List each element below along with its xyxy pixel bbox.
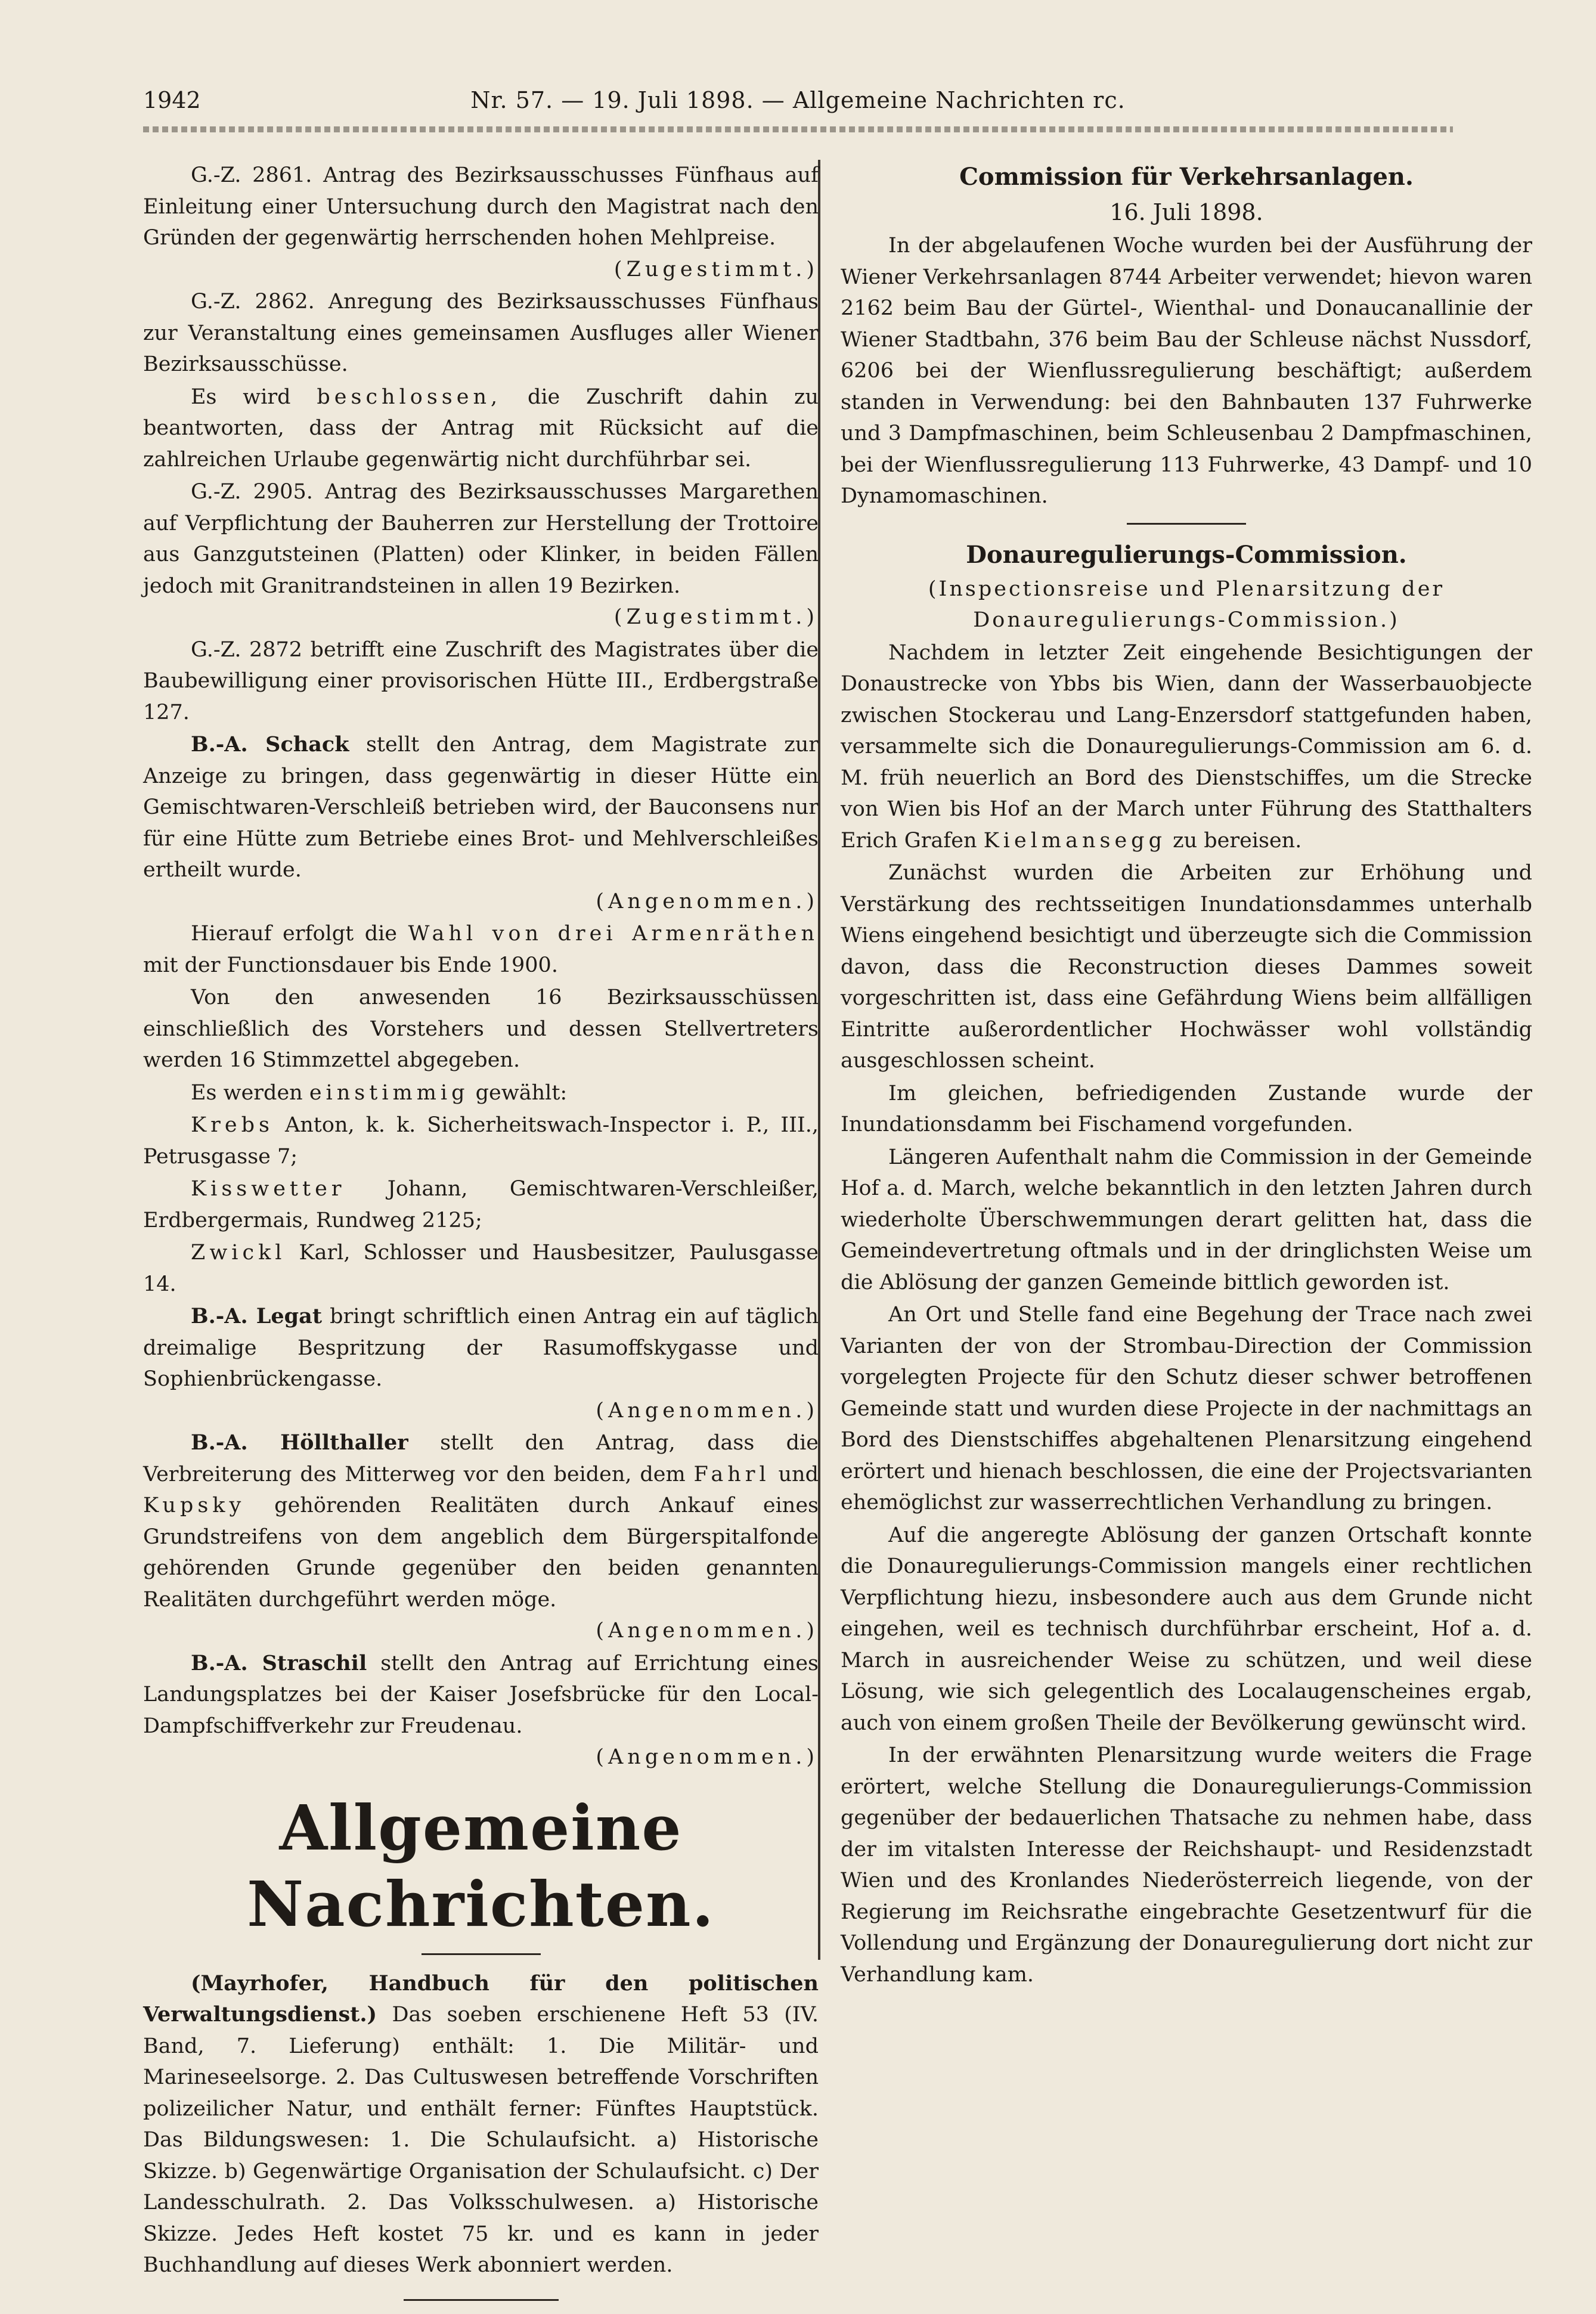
minutes-item: B.-A. Schack stellt den Antrag, dem Magistrate zur Anzeige zu bringen, dass gegenwärtig in dieser Hütte ein Gemischtwaren-Verschleiß betrieben wird, der Bauconsens nur für eine Hütte zum Betriebe eines Brot- und Mehlverschleißes ertheilt wurde. (Angenommen.) (143, 732, 819, 913)
page-header (143, 82, 1453, 118)
minutes-item: Es wird beschlossen, die Zuschrift dahin zu beantworten, dass der Antrag mit Rücksicht auf die zahlreichen Urlaube gegenwärtig nicht durchführbar sei. (143, 385, 819, 472)
section-rule (1127, 523, 1246, 525)
minutes-item: G.-Z. 2861. Antrag des Bezirksausschusses Fünfhaus auf Einleitung einer Untersuchung durch den Magistrat nach den Gründen der gegenwärtig herrschenden hohen Mehlpreise. (Zugestimmt.) (143, 163, 819, 281)
notice-paragraph: (Mayrhofer, Handbuch für den politischen Verwaltungsdienst.) Das soeben erschienene Heft 53 (IV. Band, 7. Lieferung) enthält: 1. Die Militär- und Marineseelsorge. 2. Das Cultuswesen betreffende Vorschriften polizeilicher Natur, und enthält ferner: Fünftes Hauptstück. Das Bildungswesen: 1. Die Schulaufsicht. a) Historische Skizze. b) Gegenwärtige Organisation der Schulaufsicht. c) Der Landesschulrath. 2. Das Volksschulwesen. a) Historische Skizze. Jedes Heft kostet 75 kr. und es kann in jeder Buchhandlung auf dieses Werk abonniert werden. (143, 1971, 819, 2277)
minutes-item: Hierauf erfolgt die Wahl von drei Armenräthen mit der Functionsdauer bis Ende 1900. (143, 922, 819, 977)
report-paragraph: In der abgelaufenen Woche wurden bei der Ausführung der Wiener Verkehrsanlagen 8744 Arbeiter verwendet; hievon waren 2162 beim Bau der Gürtel-, Wienthal- und Donaucanallinie der Wiener Stadtbahn, 376 beim Bau der Schleuse nächst Nussdorf, 6206 bei der Wienflussregulierung beschäftigt; außerdem standen in Verwendung: bei den Bahnbauten 137 Fuhrwerke und 3 Dampfmaschinen, beim Schleusenbau 2 Dampfmaschinen, bei der Wienflussregulierung 113 Fuhrwerke, 43 Dampf- und 10 Dynamomaschinen. (841, 234, 1532, 508)
report-paragraph: Längeren Aufenthalt nahm die Commission in der Gemeinde Hof a. d. March, welche bekanntlich in den letzten Jahren durch wiederholte Überschwemmungen derart gelitten hat, dass die Gemeindevertretung oftmals und in der dringlichsten Weise um die Ablösung der ganzen Gemeinde bittlich geworden ist. (841, 1145, 1532, 1294)
minutes-item: B.-A. Legat bringt schriftlich einen Antrag ein auf täglich dreimalige Bespritzung der Rasumoffskygasse und Sophienbrückengasse. (Angenommen.) (143, 1304, 819, 1423)
commission-heading: Commission für Verkehrsanlagen. (959, 163, 1414, 191)
report-paragraph: Auf die angeregte Ablösung der ganzen Ortschaft konnte die Donauregulierungs-Commission mangels einer rechtlichen Verpflichtung hiezu, insbesondere auch aus dem Grunde nicht eingehen, weil es technisch durchführbar erscheint, Hof a. d. March in ausreichender Weise zu schützen, und weil diese Lösung, wie sich gelegentlich des Localaugenscheines ergab, auch von einem großen Theile der Bevölkerung gewünscht wird. (841, 1523, 1532, 1735)
elected-entry: Kisswetter Johann, Gemischtwaren-Verschleißer, Erdbergermais, Rundweg 2125; (143, 1177, 819, 1232)
header-rule (143, 126, 1453, 132)
minutes-item: G.-Z. 2862. Anregung des Bezirksausschusses Fünfhaus zur Veranstaltung eines gemeinsamen Ausfluges aller Wiener Bezirksausschüsse. (143, 290, 819, 376)
section-title: Allgemeine Nachrichten. (247, 1791, 715, 1941)
running-title: Nr. 57. — 19. Juli 1898. — Allgemeine Nachrichten rc. (470, 87, 1126, 113)
elected-entry: Zwickl Karl, Schlosser und Hausbesitzer, Paulusgasse 14. (143, 1241, 819, 1296)
minutes-item: G.-Z. 2872 betrifft eine Zuschrift des Magistrates über die Baubewilligung einer provisorischen Hütte III., Erdbergstraße 127. (143, 637, 819, 724)
minutes-item: Es werden einstimmig gewählt: (191, 1080, 568, 1105)
minutes-item: Von den anwesenden 16 Bezirksausschüssen einschließlich des Vorstehers und dessen Stellvertreters werden 16 Stimmzettel abgegeben. (143, 986, 819, 1072)
right-column (841, 160, 1532, 1991)
report-paragraph: Nachdem in letzter Zeit eingehende Besichtigungen der Donaustrecke von Ybbs bis Wien, dann der Wasserbauobjecte zwischen Stockerau und Lang-Enzersdorf stattgefunden haben, versammelte sich die Donauregulierungs-Commission am 6. d. M. früh neuerlich an Bord des Dienstschiffes, um die Strecke von Wien bis Hof an der March unter Führung des Statthalters Erich Grafen Kielmansegg zu bereisen. (841, 640, 1532, 853)
report-paragraph: Zunächst wurden die Arbeiten zur Erhöhung und Verstärkung des rechtsseitigen Inundationsdammes unterhalb Wiens eingehend besichtigt und überzeugte sich die Commission davon, dass die Reconstruction dieses Dammes soweit vorgeschritten ist, dass eine Gefährdung Wiens beim allfälligen Eintritte außerordentlicher Hochwässer wohl vollständig ausgeschlossen scheint. (841, 861, 1532, 1073)
minutes-item: G.-Z. 2905. Antrag des Bezirksausschusses Margarethen auf Verpflichtung der Bauherren zur Herstellung der Trottoire aus Ganzgutsteinen (Platten) oder Klinker, in beiden Fällen jedoch mit Granitrandsteinen in allen 19 Bezirken. (Zugestimmt.) (143, 480, 819, 629)
title-rule (422, 1953, 541, 1955)
report-paragraph: In der erwähnten Plenarsitzung wurde weiters die Frage erörtert, welche Stellung die Donauregulierungs-Commission gegenüber der bedauerlichen Thatsache zu nehmen habe, dass der im vitalsten Interesse der Reichshaupt- und Residenzstadt Wien und des Kronlandes Niederösterreich liegende, von der Regierung im Reichsrathe eingebrachte Gesetzentwurf für die Vollendung und Ergänzung der Donauregulierung dort nicht zur Verhandlung kam. (841, 1743, 1532, 1987)
minutes-item: B.-A. Straschil stellt den Antrag auf Errichtung eines Landungsplatzes bei der Kaiser Josefsbrücke für den Local-Dampfschiffverkehr zur Freudenau. (Angenommen.) (143, 1650, 819, 1769)
commission-subtitle: (Inspectionsreise und Plenarsitzung der Donauregulierungs-Commission.) (928, 577, 1445, 632)
report-paragraph: Im gleichen, befriedigenden Zustande wurde der Inundationsdamm bei Fischamend vorgefunden. (841, 1081, 1532, 1136)
report-paragraph: An Ort und Stelle fand eine Begehung der Trace nach zwei Varianten der von der Strombau-Direction der Commission vorgelegten Projecte für den Schutz dieser schwer betroffenen Gemeinde statt und wurden diese Projecte in der nachmittags an Bord des Dienstschiffes abgehaltenen Plenarsitzung eingehend erörtert und hienach beschlossen, die eine der Projectsvarianten ehemöglichst zur wasserrechtlichen Verhandlung zu bringen. (841, 1303, 1532, 1514)
left-column (143, 160, 819, 2314)
commission-heading: Donauregulierungs-Commission. (966, 540, 1407, 569)
end-rule (404, 2299, 559, 2301)
page-number: 1942 (143, 87, 201, 113)
elected-entry: Krebs Anton, k. k. Sicherheitswach-Inspector i. P., III., Petrusgasse 7; (143, 1113, 819, 1169)
commission-date: 16. Juli 1898. (1110, 199, 1263, 225)
minutes-item: B.-A. Höllthaller stellt den Antrag, dass die Verbreiterung des Mitterweg vor den beiden, dem Fahrl und Kupsky gehörenden Realitäten durch Ankauf eines Grundstreifens von dem angeblich dem Bürgerspitalfonde gehörenden Grunde gegenüber den beiden genannten Realitäten durchgeführt werden möge. (Angenommen.) (143, 1430, 819, 1643)
